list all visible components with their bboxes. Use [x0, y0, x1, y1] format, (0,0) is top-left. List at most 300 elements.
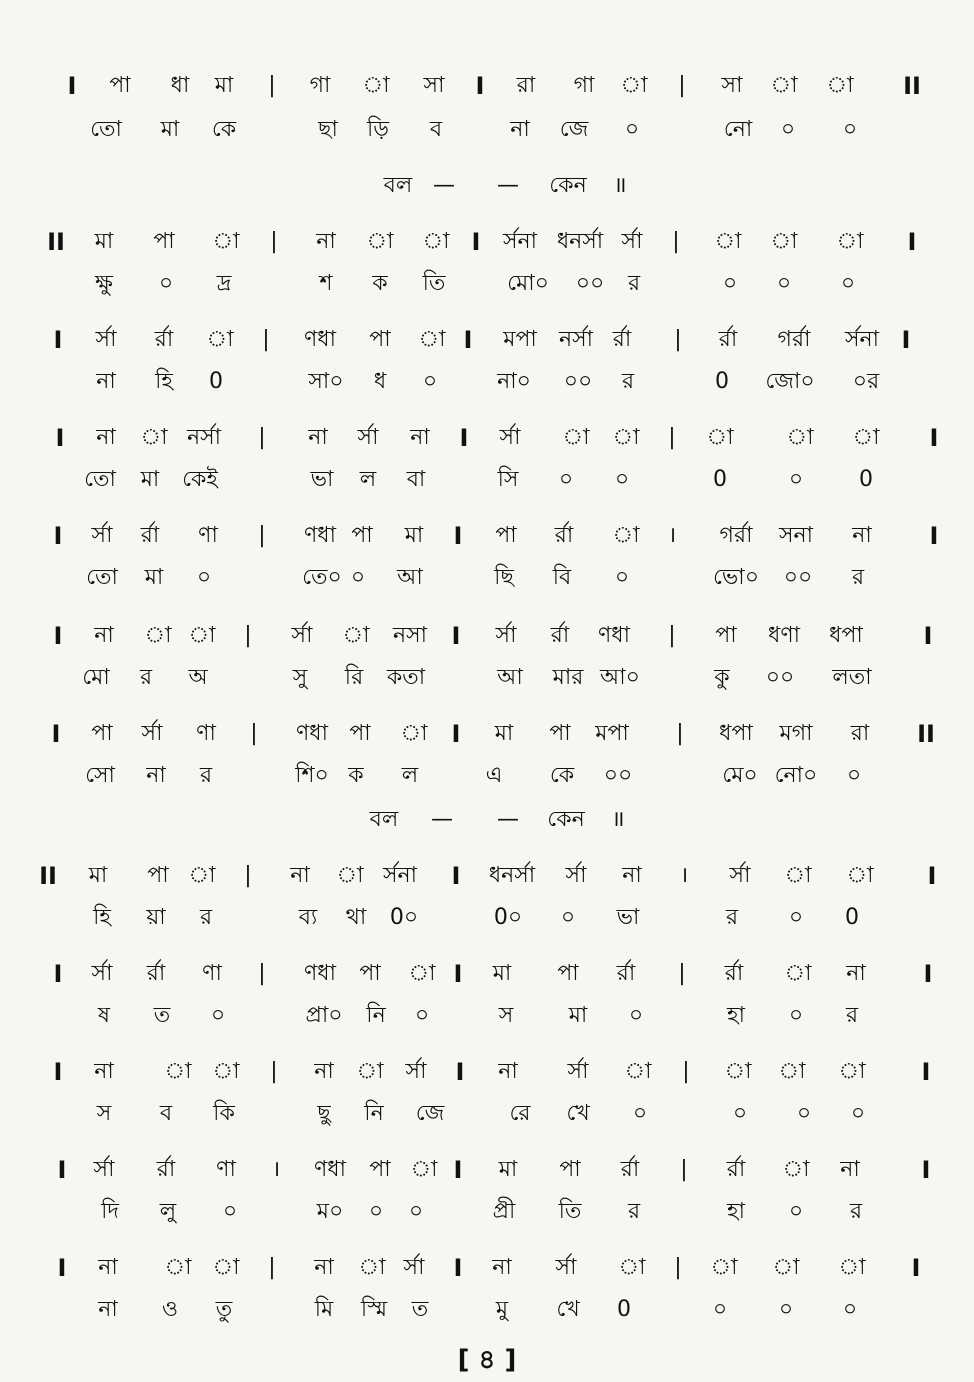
notation-line — [0, 658, 974, 698]
notation-token: র — [621, 369, 635, 394]
notation-token: া — [410, 1157, 438, 1182]
notation-token: না — [622, 863, 642, 888]
notation-token: ণা — [202, 961, 222, 986]
notation-token: এ — [485, 763, 503, 788]
notation-token: া — [164, 1059, 192, 1084]
notation-token: না — [316, 229, 336, 254]
section-marker: I — [453, 1254, 463, 1282]
section-marker: I — [459, 424, 469, 452]
notation-token: া — [164, 1255, 192, 1280]
section-marker: I — [453, 960, 463, 988]
notation-token: নর্সা — [558, 327, 594, 352]
notation-line — [0, 1192, 974, 1232]
notation-token: ॥ — [613, 173, 627, 198]
bar-line: | — [674, 1255, 682, 1280]
notation-token: া — [422, 229, 450, 254]
bar-line: | — [668, 623, 676, 648]
notation-token: া — [620, 73, 648, 98]
notation-token: গর্রা — [719, 523, 753, 548]
notation-token: মা — [404, 523, 424, 548]
notation-token: ধপা — [829, 623, 863, 648]
notation-token: ০০ — [783, 565, 813, 590]
notation-token: ০০ — [603, 763, 633, 788]
notation-token: হি — [155, 369, 173, 394]
notation-token: কে — [211, 117, 237, 142]
notation-token: ০ — [350, 565, 366, 590]
notation-token: মপা — [503, 327, 537, 352]
notation-token: া — [846, 863, 874, 888]
notation-token: ধনর্সা — [556, 229, 604, 254]
notation-token: া — [710, 1255, 738, 1280]
notation-token: না০ — [497, 369, 531, 394]
notation-token: ক — [372, 271, 388, 296]
notation-token: া — [782, 1157, 810, 1182]
section-marker: I — [55, 424, 65, 452]
bar-line: | — [270, 1059, 278, 1084]
notation-token: ০ — [850, 1101, 866, 1126]
notation-token: য়া — [146, 905, 166, 930]
notation-token: া — [838, 1255, 866, 1280]
section-marker: I — [451, 862, 461, 890]
notation-token: তো — [86, 565, 118, 590]
section-marker: II — [39, 862, 57, 890]
notation-token: মা — [144, 565, 164, 590]
notation-token: ০ — [422, 369, 438, 394]
notation-token: ও — [161, 1297, 179, 1322]
section-marker: I — [53, 326, 63, 354]
notation-token: লতা — [832, 665, 872, 690]
notation-token: পা — [147, 863, 169, 888]
notation-token: ব — [159, 1101, 173, 1126]
notation-token: ণধা — [303, 961, 337, 986]
bar-line: | — [258, 523, 266, 548]
notation-token: ধপা — [719, 721, 753, 746]
notation-token: র্সা — [141, 721, 163, 746]
notation-token: হা — [727, 1003, 745, 1028]
notation-token: পা — [495, 523, 517, 548]
notation-token: ক্ষু — [95, 271, 113, 296]
section-marker: I — [907, 228, 917, 256]
notation-token: ণধা — [303, 327, 337, 352]
notation-token: স — [498, 1003, 514, 1028]
notation-token: ০ — [712, 1297, 728, 1322]
notation-token: মপা — [595, 721, 629, 746]
notation-line — [0, 320, 974, 360]
notation-token: ০ — [210, 1003, 226, 1028]
notation-token: া — [618, 1255, 646, 1280]
notation-token: র্রা — [724, 961, 744, 986]
notation-line — [0, 558, 974, 598]
notation-token: ত — [153, 1003, 171, 1028]
notation-token: ০ — [788, 1199, 804, 1224]
notation-token: না — [94, 1059, 114, 1084]
notation-token: ভা — [310, 467, 334, 492]
notation-token: কু — [714, 665, 730, 690]
notation-token: ০০ — [563, 369, 593, 394]
notation-token: দি — [101, 1199, 119, 1224]
section-marker: I — [921, 1156, 931, 1184]
notation-token: ধণা — [767, 623, 801, 648]
notation-line — [0, 460, 974, 500]
notation-line — [0, 1052, 974, 1092]
notation-token: া — [188, 623, 216, 648]
notation-token: তে০ — [302, 565, 342, 590]
notation-token: না — [96, 369, 116, 394]
bar-line: | — [244, 623, 252, 648]
notation-line — [0, 166, 974, 206]
notation-token: আ০ — [600, 665, 640, 690]
notation-line — [0, 856, 974, 896]
notation-token: মা — [160, 117, 180, 142]
notation-token: স — [96, 1101, 112, 1126]
notation-token: না — [852, 523, 872, 548]
notation-token: া — [144, 623, 172, 648]
notation-token: না — [410, 425, 430, 450]
notation-token: ধনর্সা — [488, 863, 536, 888]
notation-token: খে — [566, 1101, 590, 1126]
notation-token: ণা — [198, 523, 218, 548]
section-marker: I — [911, 1254, 921, 1282]
notation-token: কে — [549, 763, 575, 788]
notation-token: বা — [406, 467, 426, 492]
notation-token: ০ — [778, 1297, 794, 1322]
section-marker: I — [923, 622, 933, 650]
notation-token: র — [199, 905, 213, 930]
notation-token: র্সা — [567, 1059, 589, 1084]
section-marker: I — [53, 522, 63, 550]
notation-token: না — [314, 1059, 334, 1084]
notation-token: া — [624, 1059, 652, 1084]
notation-token: প্রী — [492, 1199, 516, 1224]
notation-line — [0, 996, 974, 1036]
notation-line — [0, 954, 974, 994]
notation-token: মো — [82, 665, 110, 690]
notation-token: 0 — [859, 467, 873, 492]
notation-token: ০ — [560, 905, 576, 930]
notation-token: 0 — [209, 369, 223, 394]
section-marker: II — [47, 228, 65, 256]
notation-line — [0, 1290, 974, 1330]
notation-token: র্রা — [726, 1157, 746, 1182]
notation-token: না — [290, 863, 310, 888]
notation-token: র্সা — [95, 327, 117, 352]
notation-token: া — [140, 425, 168, 450]
notation-token: ক — [348, 763, 364, 788]
notation-token: 0 — [713, 467, 727, 492]
notation-token: ০ — [776, 271, 792, 296]
notation-token: া — [212, 229, 240, 254]
section-marker: I — [453, 522, 463, 550]
notation-token: ০ — [158, 271, 174, 296]
bar-line: | — [258, 425, 266, 450]
section-marker: I — [53, 1058, 63, 1086]
notation-token: সো — [85, 763, 115, 788]
notation-token: বি — [552, 565, 572, 590]
notation-token: পা — [369, 1157, 391, 1182]
notation-token: া — [612, 523, 640, 548]
notation-token: বল — [369, 807, 399, 832]
notation-token: না — [94, 623, 114, 648]
notation-token: ০ — [196, 565, 212, 590]
notation-token: া — [826, 73, 854, 98]
notation-token: র্সা — [729, 863, 751, 888]
notation-line — [0, 66, 974, 106]
notation-token: ণধা — [313, 1157, 347, 1182]
notation-token: 0 — [617, 1297, 631, 1322]
notation-token: ধ — [373, 369, 387, 394]
notation-token: ০ — [788, 467, 804, 492]
notation-token: র্সনা — [502, 229, 538, 254]
notation-token: ॥ — [611, 807, 625, 832]
notation-token: না — [492, 1255, 512, 1280]
notation-token: ষ — [97, 1003, 111, 1028]
notation-token: মু — [495, 1297, 509, 1322]
notation-token: রা — [850, 721, 870, 746]
notation-token: ছু — [317, 1101, 331, 1126]
section-marker: I — [921, 1058, 931, 1086]
notation-token: র্সনা — [844, 327, 880, 352]
notation-token: র্সা — [555, 1255, 577, 1280]
notation-token: পা — [557, 961, 579, 986]
notation-token: নর্সা — [186, 425, 222, 450]
notation-token: া — [784, 961, 812, 986]
notation-token: না — [308, 425, 328, 450]
notation-token: আ — [397, 565, 423, 590]
section-marker: II — [903, 72, 921, 100]
notation-line — [0, 418, 974, 458]
notation-line — [0, 714, 974, 754]
notation-token: গা — [573, 73, 595, 98]
section-marker: II — [917, 720, 935, 748]
notation-token: া — [770, 229, 798, 254]
notation-token: কি — [213, 1101, 235, 1126]
bar-line: | — [268, 73, 276, 98]
bar-line: | — [668, 425, 676, 450]
notation-token: গর্রা — [777, 327, 811, 352]
notation-token: র্রা — [154, 327, 174, 352]
notation-token: া — [400, 721, 428, 746]
section-marker: I — [51, 720, 61, 748]
notation-token: র্রা — [550, 623, 570, 648]
notation-token: ড়ি — [367, 117, 389, 142]
section-marker: I — [453, 1156, 463, 1184]
notation-token: ব্য — [298, 905, 318, 930]
section-marker: I — [67, 72, 77, 100]
notation-line — [0, 264, 974, 304]
notation-token: র — [139, 665, 153, 690]
notation-token: তি — [422, 271, 446, 296]
notation-token: ম০ — [316, 1199, 344, 1224]
bar-line: | — [682, 1059, 690, 1084]
notation-token: র্রা — [554, 523, 574, 548]
notation-token: জে — [415, 1101, 445, 1126]
notation-token: র — [851, 565, 865, 590]
notation-token: হা — [727, 1199, 745, 1224]
notation-token: পা — [91, 721, 113, 746]
notation-line — [0, 1150, 974, 1190]
notation-token: ০ — [222, 1199, 238, 1224]
notation-token: আ — [497, 665, 523, 690]
notation-token: ০ — [840, 271, 856, 296]
notation-token: মা — [214, 73, 234, 98]
bar-line: | — [678, 961, 686, 986]
notation-token: মার — [552, 665, 584, 690]
notation-token: ০০ — [575, 271, 605, 296]
notation-line — [0, 1094, 974, 1134]
notation-token: ০ — [624, 117, 640, 142]
notation-token: ণধা — [303, 523, 337, 548]
notation-token: ০০ — [765, 665, 795, 690]
notation-token: ণা — [196, 721, 216, 746]
notation-token: পা — [715, 623, 737, 648]
notation-token: পা — [351, 523, 373, 548]
notation-token: না — [840, 1157, 860, 1182]
notation-token: র্রা — [156, 1157, 176, 1182]
notation-token: — — [433, 173, 455, 198]
notation-token: ০র — [852, 369, 880, 394]
notation-token: না — [314, 1255, 334, 1280]
notation-token: র্সা — [565, 863, 587, 888]
notation-token: ০ — [368, 1199, 384, 1224]
notation-token: না — [98, 1255, 118, 1280]
section-marker: I — [475, 72, 485, 100]
notation-token: া — [784, 863, 812, 888]
notation-token: া — [206, 327, 234, 352]
notation-line — [0, 516, 974, 556]
notation-token: থা — [345, 905, 367, 930]
bar-line: | — [250, 721, 258, 746]
notation-token: া — [786, 425, 814, 450]
notation-line — [0, 110, 974, 150]
notation-token: নো — [723, 117, 753, 142]
notation-token: মা — [492, 961, 512, 986]
notation-token: া — [778, 1059, 806, 1084]
notation-token: তু — [215, 1297, 233, 1322]
notation-token: া — [838, 1059, 866, 1084]
bar-line: | — [270, 229, 278, 254]
notation-token: র — [845, 1003, 859, 1028]
section-marker: I — [53, 622, 63, 650]
section-marker: I — [451, 622, 461, 650]
notation-token: খে — [556, 1297, 580, 1322]
section-marker: I — [57, 1156, 67, 1184]
notation-token: প্রা০ — [305, 1003, 343, 1028]
notation-token: ০ — [614, 565, 630, 590]
notation-token: ণধা — [597, 623, 631, 648]
notation-token: রা — [516, 73, 536, 98]
bar-line: | — [678, 73, 686, 98]
notation-token: র্রা — [140, 523, 160, 548]
notation-token: র্রা — [620, 1157, 640, 1182]
notation-token: লু — [159, 1199, 177, 1224]
notation-token: ০ — [722, 271, 738, 296]
notation-token: ০ — [628, 1003, 644, 1028]
notation-token: া — [836, 229, 864, 254]
notation-token: সা০ — [308, 369, 344, 394]
section-marker: I — [451, 720, 461, 748]
notation-line — [0, 898, 974, 938]
notation-token: র্রা — [612, 327, 632, 352]
notation-token: র্সা — [499, 425, 521, 450]
notation-token: র — [627, 1199, 641, 1224]
notation-line — [0, 756, 974, 796]
section-marker: I — [929, 424, 939, 452]
notation-token: র্সা — [291, 623, 313, 648]
notation-token: া — [212, 1059, 240, 1084]
notation-token: র্সা — [403, 1255, 425, 1280]
notation-token: র — [627, 271, 641, 296]
notation-token: শ — [319, 271, 333, 296]
notation-token: 0 — [715, 369, 729, 394]
notation-token: স্মি — [360, 1297, 388, 1322]
notation-token: পা — [109, 73, 131, 98]
notation-token: সি — [497, 467, 519, 492]
notation-token: মি — [314, 1297, 334, 1322]
page-number: [ ৪ ] — [457, 1345, 517, 1375]
bar-line: । — [667, 523, 677, 548]
notation-token: হি — [93, 905, 111, 930]
notation-token: নি — [364, 1101, 384, 1126]
notation-token: ছা — [318, 117, 338, 142]
bar-line: | — [258, 961, 266, 986]
notation-token: া — [562, 425, 590, 450]
notation-token: া — [852, 425, 880, 450]
notation-token: র্রা — [146, 961, 166, 986]
notation-token: ভো০ — [712, 565, 760, 590]
notation-token: 0০ — [389, 905, 419, 930]
notation-token: — — [497, 807, 519, 832]
notation-token: ০ — [842, 117, 858, 142]
notation-token: ০ — [414, 1003, 430, 1028]
notation-token: না — [510, 117, 530, 142]
notation-token: — — [497, 173, 519, 198]
notation-token: ণধা — [295, 721, 329, 746]
notation-token: া — [188, 863, 216, 888]
notation-token: কতা — [386, 665, 426, 690]
notation-token: মা — [94, 229, 114, 254]
notation-token: র — [849, 1199, 863, 1224]
notation-token: জে — [559, 117, 589, 142]
notation-token: জো০ — [765, 369, 815, 394]
notation-token: না — [96, 425, 116, 450]
notation-token: া — [418, 327, 446, 352]
notation-token: ল — [401, 763, 419, 788]
notation-token: সা — [721, 73, 743, 98]
notation-token: দ্র — [216, 271, 232, 296]
notation-token: া — [358, 1255, 386, 1280]
notation-token: র্সা — [93, 1157, 115, 1182]
section-marker: I — [901, 326, 911, 354]
bar-line: | — [672, 229, 680, 254]
notation-token: ০ — [788, 905, 804, 930]
section-marker: I — [57, 1254, 67, 1282]
section-marker: I — [471, 228, 481, 256]
notation-line — [0, 362, 974, 402]
notation-line — [0, 222, 974, 262]
notation-token: ভা — [616, 905, 640, 930]
notation-token: র্সা — [357, 425, 379, 450]
notation-token: মা — [568, 1003, 588, 1028]
section-marker: I — [53, 960, 63, 988]
bar-line: । — [271, 1157, 281, 1182]
section-marker: I — [455, 1058, 465, 1086]
notation-token: র — [725, 905, 739, 930]
notation-token: ০ — [732, 1101, 748, 1126]
notation-token: ০ — [614, 467, 630, 492]
bar-line: | — [674, 327, 682, 352]
notation-token: পা — [359, 961, 381, 986]
notation-token: না — [498, 1059, 518, 1084]
